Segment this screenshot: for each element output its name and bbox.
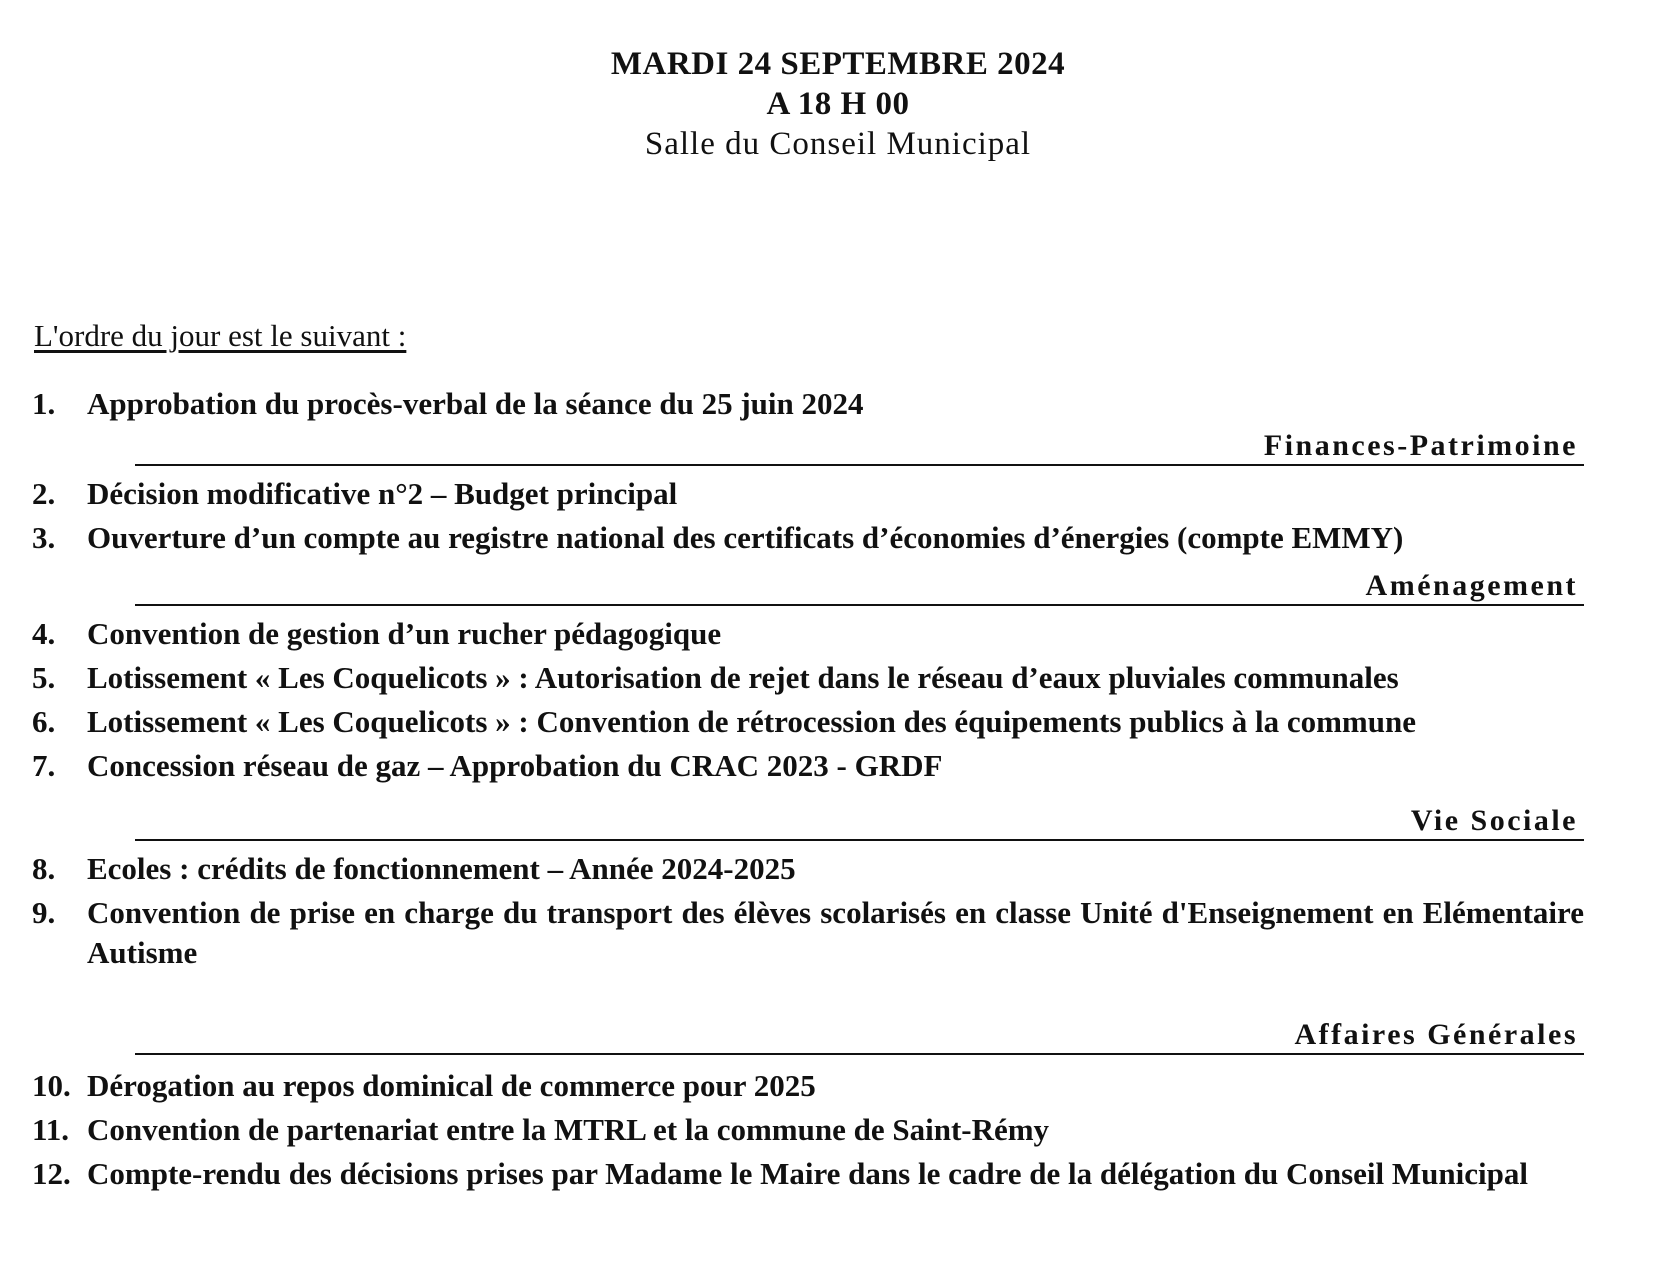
agenda-item-text: Ouverture d’un compte au registre national des certificats d’économies d’énergies (compte EMMY) [87, 520, 1404, 555]
section-vie-sociale [135, 803, 1584, 841]
agenda-item-text: Concession réseau de gaz – Approbation du CRAC 2023 - GRDF [87, 748, 943, 783]
agenda-item-12 [32, 1154, 1584, 1194]
agenda-item-number: 7. [32, 748, 56, 783]
agenda-item-text: Lotissement « Les Coquelicots » : Autorisation de rejet dans le réseau d’eaux pluviales communales [87, 660, 1399, 695]
agenda-item-5 [32, 658, 1584, 698]
meeting-venue: Salle du Conseil Municipal [644, 126, 1032, 162]
agenda-item-2 [32, 474, 1584, 514]
agenda-item-3 [32, 518, 1584, 558]
agenda-item-number: 1. [32, 386, 56, 421]
agenda-item-number: 12. [32, 1156, 71, 1191]
agenda-intro: L'ordre du jour est le suivant : [34, 318, 407, 353]
agenda-item-text: Dérogation au repos dominical de commerce pour 2025 [87, 1068, 816, 1103]
section-finances-patrimoine [135, 428, 1584, 466]
section-affaires-generales [135, 1017, 1584, 1055]
agenda-item-text: Compte-rendu des décisions prises par Madame le Maire dans le cadre de la délégation du Conseil Municipal [87, 1156, 1528, 1191]
agenda-item-7 [32, 746, 1584, 786]
section-title: Vie Sociale [1410, 804, 1578, 837]
section-title: Aménagement [1365, 569, 1578, 602]
agenda-item-8 [32, 849, 1584, 889]
agenda-item-6 [32, 702, 1584, 742]
agenda-item-number: 11. [32, 1112, 70, 1147]
agenda-item-text: Convention de prise en charge du transport des élèves scolarisés en classe Unité d'Enseignement en Elémentaire Autisme [87, 895, 1584, 970]
meeting-time: A 18 H 00 [766, 86, 910, 122]
agenda-item-text: Approbation du procès-verbal de la séance du 25 juin 2024 [87, 386, 864, 421]
section-amenagement [135, 568, 1584, 606]
agenda-item-number: 2. [32, 476, 56, 511]
agenda-item-text: Décision modificative n°2 – Budget principal [87, 476, 678, 511]
agenda-item-9 [32, 893, 1584, 973]
agenda-item-10 [32, 1066, 1584, 1106]
agenda-item-number: 5. [32, 660, 56, 695]
agenda-item-number: 6. [32, 704, 56, 739]
section-title: Finances-Patrimoine [1263, 429, 1578, 462]
meeting-date: MARDI 24 SEPTEMBRE 2024 [610, 46, 1066, 82]
agenda-item-1 [32, 384, 1584, 424]
agenda-item-number: 8. [32, 851, 56, 886]
agenda-item-text: Lotissement « Les Coquelicots » : Convention de rétrocession des équipements publics à la commune [87, 704, 1416, 739]
agenda-item-text: Convention de gestion d’un rucher pédagogique [87, 616, 722, 651]
agenda-item-11 [32, 1110, 1584, 1150]
agenda-item-text: Convention de partenariat entre la MTRL et la commune de Saint-Rémy [87, 1112, 1050, 1147]
agenda-item-number: 4. [32, 616, 56, 651]
agenda-item-4 [32, 614, 1584, 654]
agenda-item-text: Ecoles : crédits de fonctionnement – Année 2024-2025 [87, 851, 796, 886]
meeting-header [0, 44, 1676, 164]
agenda-item-number: 10. [32, 1068, 71, 1103]
section-title: Affaires Générales [1294, 1018, 1578, 1051]
agenda-item-number: 9. [32, 895, 56, 930]
agenda-item-number: 3. [32, 520, 56, 555]
